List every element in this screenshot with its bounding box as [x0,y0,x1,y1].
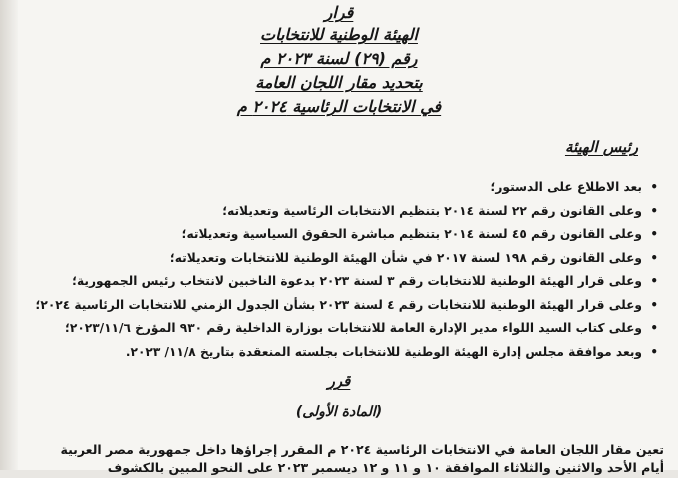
bullet-icon: • [650,297,658,312]
preamble-item: • وعلى القانون رقم ١٩٨ لسنة ٢٠١٧ في شأن الهيئة الوطنية للانتخابات وتعديلاته؛ [40,247,660,271]
article-one-text-line2: أيام الأحد والاثنين والثلاثاء الموافقة ١٠ و ١١ و ١٢ ديسمبر ٢٠٢٣ على النحو المبين بالكشوف [107,460,664,475]
bullet-icon: • [650,180,658,194]
preamble-item: • وعلى القانون رقم ٤٥ لسنة ٢٠١٤ بتنظيم مباشرة الحقوق السياسية وتعديلاته؛ [40,223,660,247]
bullet-icon: • [650,321,658,335]
article-one-text-line1: تعين مقار اللجان العامة في الانتخابات الرئاسية ٢٠٢٤ م المقرر إجراؤها داخل جمهورية مصر العربية [60,442,664,457]
decree-title: قرار [324,3,354,22]
bullet-icon: • [650,274,658,288]
bullet-icon: • [650,203,658,218]
preamble-item: • وعلى قرار الهيئة الوطنية للانتخابات رقم ٤ لسنة ٢٠٢٣ بشأن الجدول الزمني للانتخابات الرئاسية ٢٠٢٤؛ [40,294,660,318]
bullet-icon: • [650,227,658,241]
preamble-item: • وعلى القانون رقم ٢٢ لسنة ٢٠١٤ بتنظيم الانتخابات الرئاسية وتعديلاته؛ [40,200,660,224]
bullet-icon: • [650,250,658,265]
decree-subject-line2: في الانتخابات الرئاسية ٢٠٢٤ م [236,97,442,116]
preamble-list [35,176,660,364]
issuing-body: الهيئة الوطنية للانتخابات [260,25,418,44]
chairman-heading: رئيس الهيئة [564,138,638,156]
scan-shadow-edge [0,0,18,470]
preamble-item: • وبعد موافقة مجلس إدارة الهيئة الوطنية للانتخابات بجلسته المنعقدة بتاريخ ١١/٨/ ٢٠٢٣. [40,341,660,365]
bullet-icon: • [650,344,658,359]
decree-number: رقم (٢٩) لسنة ٢٠٢٣ م [260,49,418,68]
preamble-item: • وعلى قرار الهيئة الوطنية للانتخابات رقم ٣ لسنة ٢٠٢٣ بدعوة الناخبين لانتخاب رئيس الجمهورية؛ [40,270,660,294]
preamble-item: • وعلى كتاب السيد اللواء مدير الإدارة العامة للانتخابات بوزارة الداخلية رقم ٩٣٠ المؤرخ ٢٠٢٣/١١/٦؛ [40,317,660,341]
decided-heading: قرر [327,372,351,390]
decree-subject-line1: بتحديد مقار اللجان العامة [255,73,423,92]
preamble-item: • بعد الاطلاع على الدستور؛ [40,176,660,200]
article-one-title: (المادة الأولى) [295,404,383,420]
